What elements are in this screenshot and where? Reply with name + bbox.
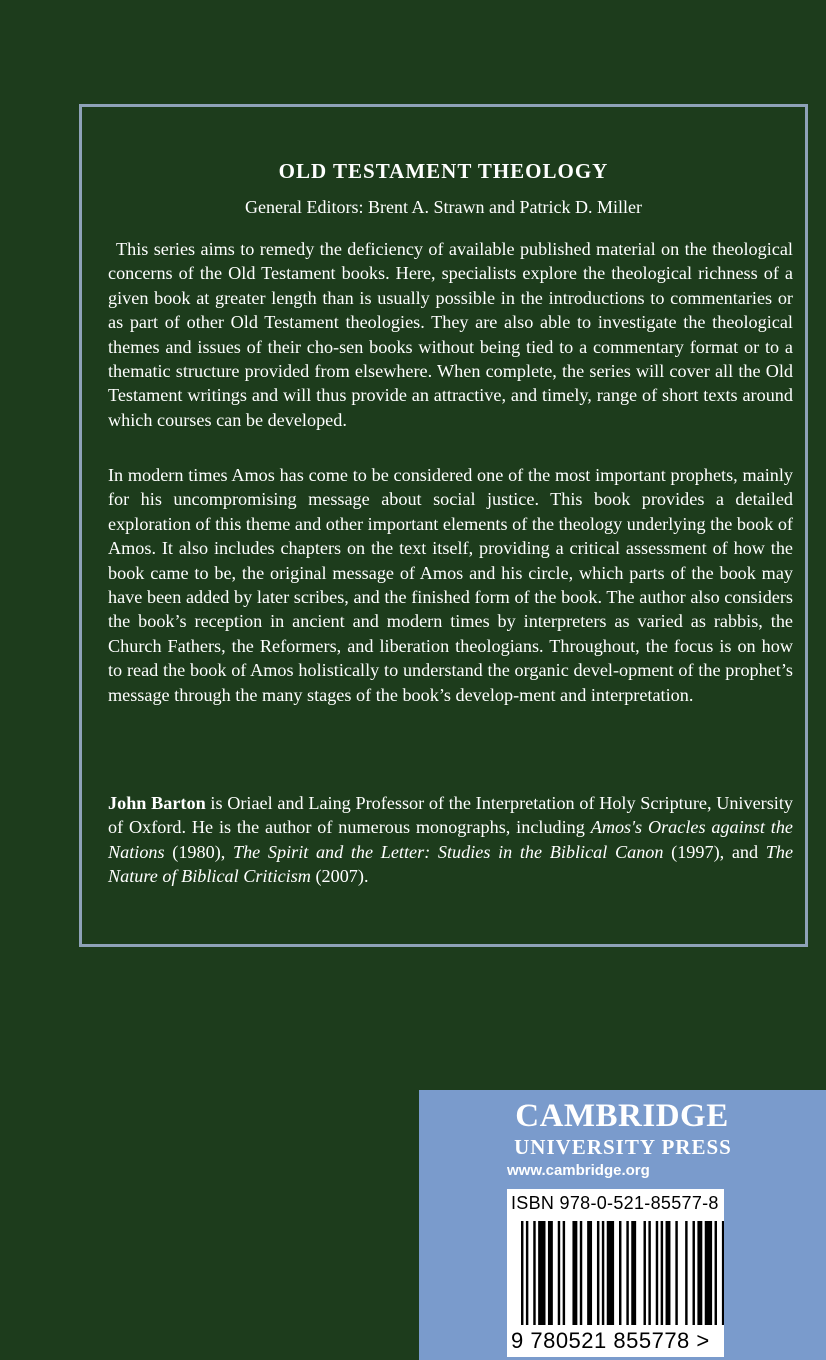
author-bio-text: is Oriael and Laing Professor of the Interpretation of Holy Scripture, University of Oxford. He is the author of numerous monographs, including bbox=[108, 793, 793, 838]
series-title: OLD TESTAMENT THEOLOGY bbox=[278, 159, 609, 183]
publisher-logo-name: CAMBRIDGE bbox=[515, 1098, 729, 1134]
barcode-digits: 9 780521 855778 > bbox=[511, 1328, 710, 1353]
isbn-label: ISBN 978-0-521-85577-8 bbox=[511, 1193, 719, 1213]
isbn-barcode bbox=[507, 1189, 724, 1357]
barcode-icon bbox=[507, 1217, 724, 1329]
author-bio-text: (2007). bbox=[310, 866, 369, 887]
series-description: This series aims to remedy the deficiency of available published material on the theological concerns of the Old Testament books. Here, specialists explore the theological richness of a given book at greater length than is usually possible in the introductions to commentaries or as part of other Old Testament theologies. They are also able to investigate the theological themes and issues of their cho-sen books without being tied to a commentary format or to a thematic structure provided from elsewhere. When complete, the series will cover all the Old Testament writings and will thus provide an attractive, and timely, range of short texts around which courses can be developed. bbox=[108, 239, 793, 430]
author-bio bbox=[108, 791, 793, 889]
author-work-title: The Spirit and the Letter: Studies in the Biblical Canon bbox=[232, 841, 664, 862]
author-name: John Barton bbox=[108, 793, 206, 813]
publisher-url: www.cambridge.org bbox=[507, 1162, 650, 1179]
publisher-logo-subtitle: UNIVERSITY PRESS bbox=[514, 1135, 732, 1159]
series-editors: General Editors: Brent A. Strawn and Patrick D. Miller bbox=[245, 197, 642, 217]
book-description: In modern times Amos has come to be considered one of the most important prophets, mainly for his uncompromising message about social justice. This book provides a detailed exploration of this theme and other important elements of the theology underlying the book of Amos. It also includes chapters on the text itself, providing a critical assessment of how the book came to be, the original message of Amos and his circle, which parts of the book may have been added by later scribes, and the finished form of the book. The author also considers the book’s reception in ancient and modern times by interpreters as varied as rabbis, the Church Fathers, the Reformers, and liberation theologians. Throughout, the focus is on how to read the book of Amos holistically to understand the organic devel-opment of the prophet’s message through the many stages of the book’s develop-ment and interpretation. bbox=[108, 465, 793, 705]
publisher-panel bbox=[419, 1090, 826, 1360]
author-bio-text: (1980), bbox=[164, 841, 233, 862]
author-work-title: Amos's Oracles against the Nations bbox=[108, 817, 793, 862]
text-frame bbox=[79, 104, 808, 947]
author-work-title: The Nature of Biblical Criticism bbox=[108, 841, 794, 887]
author-bio-text: (1997), and bbox=[663, 841, 766, 862]
